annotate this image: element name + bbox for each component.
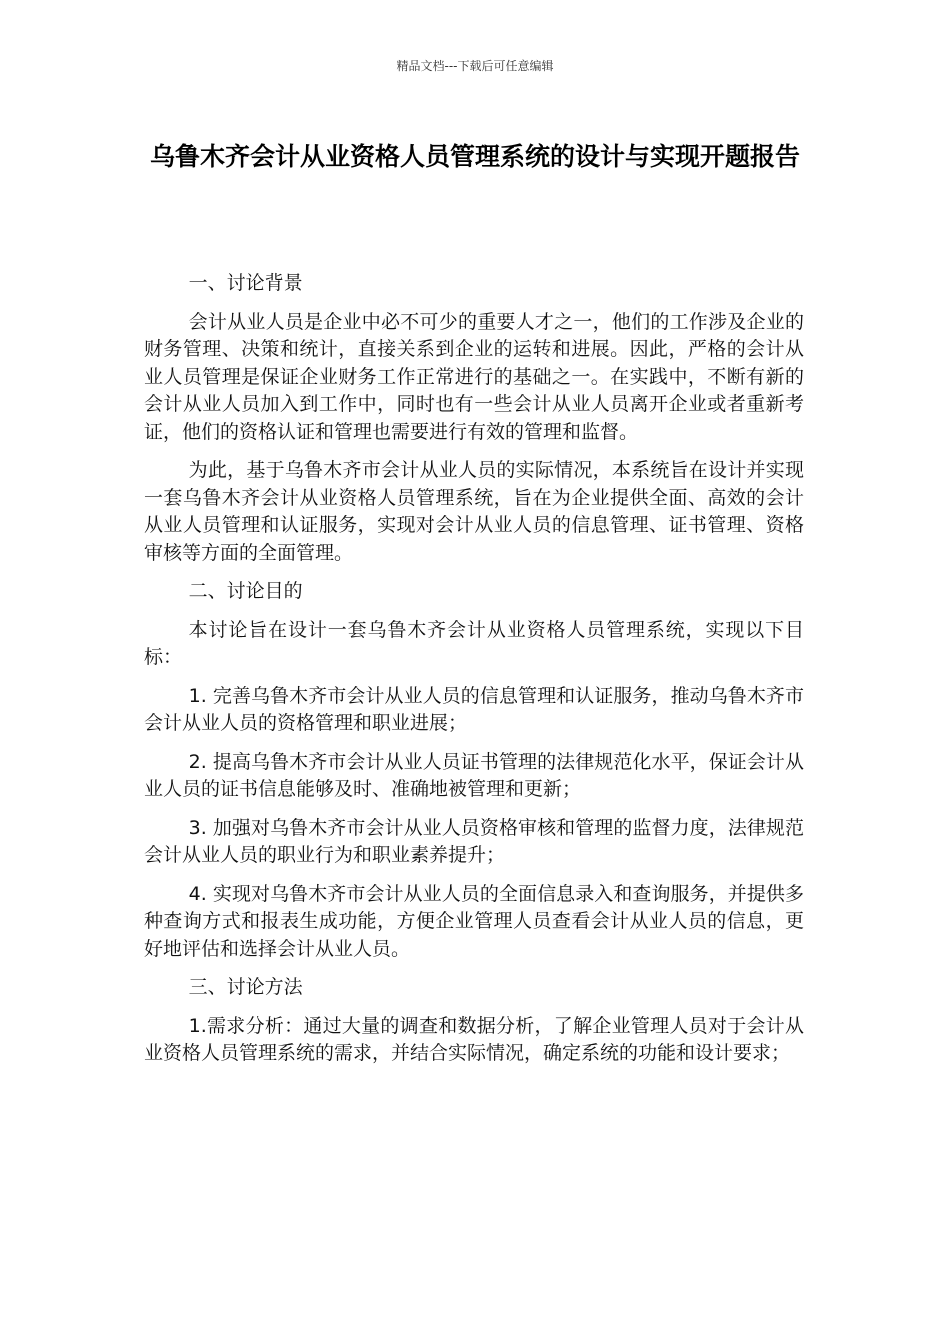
page-header: 精品文档---下载后可任意编辑 (396, 59, 554, 73)
list-item: 1. 完善乌鲁木齐市会计从业人员的信息管理和认证服务，推动乌鲁木齐市会计从业人员的资格管理和职业进展； (144, 684, 804, 734)
document-title: 乌鲁木齐会计从业资格人员管理系统的设计与实现开题报告 (149, 142, 800, 171)
paragraph: 为此，基于乌鲁木齐市会计从业人员的实际情况，本系统旨在设计并实现一套乌鲁木齐会计从业资格人员管理系统，旨在为企业提供全面、高效的会计从业人员管理和认证服务，实现对会计从业人员的信息管理、证书管理、资格审核等方面的全面管理。 (144, 459, 804, 564)
section-heading-background: 一、讨论背景 (188, 272, 303, 294)
section-heading-method: 三、讨论方法 (188, 976, 303, 998)
list-item: 4. 实现对乌鲁木齐市会计从业人员的全面信息录入和查询服务，并提供多种查询方式和报表生成功能，方便企业管理人员查看会计从业人员的信息，更好地评估和选择会计从业人员。 (144, 882, 804, 960)
section-heading-purpose: 二、讨论目的 (188, 580, 303, 602)
list-item: 1.需求分析：通过大量的调查和数据分析，了解企业管理人员对于会计从业资格人员管理系统的需求，并结合实际情况，确定系统的功能和设计要求； (144, 1014, 804, 1064)
paragraph: 会计从业人员是企业中必不可少的重要人才之一，他们的工作涉及企业的财务管理、决策和统计，直接关系到企业的运转和进展。因此，严格的会计从业人员管理是保证企业财务工作正常进行的基础之一。在实践中，不断有新的会计从业人员加入到工作中，同时也有一些会计从业人员离开企业或者重新考证，他们的资格认证和管理也需要进行有效的管理和监督。 (144, 310, 804, 443)
list-item: 2. 提高乌鲁木齐市会计从业人员证书管理的法律规范化水平，保证会计从业人员的证书信息能够及时、准确地被管理和更新； (144, 750, 804, 800)
document-body (144, 270, 804, 1079)
list-item: 3. 加强对乌鲁木齐市会计从业人员资格审核和管理的监督力度，法律规范会计从业人员的职业行为和职业素养提升； (144, 816, 804, 866)
paragraph: 本讨论旨在设计一套乌鲁木齐会计从业资格人员管理系统，实现以下目标： (144, 618, 804, 668)
